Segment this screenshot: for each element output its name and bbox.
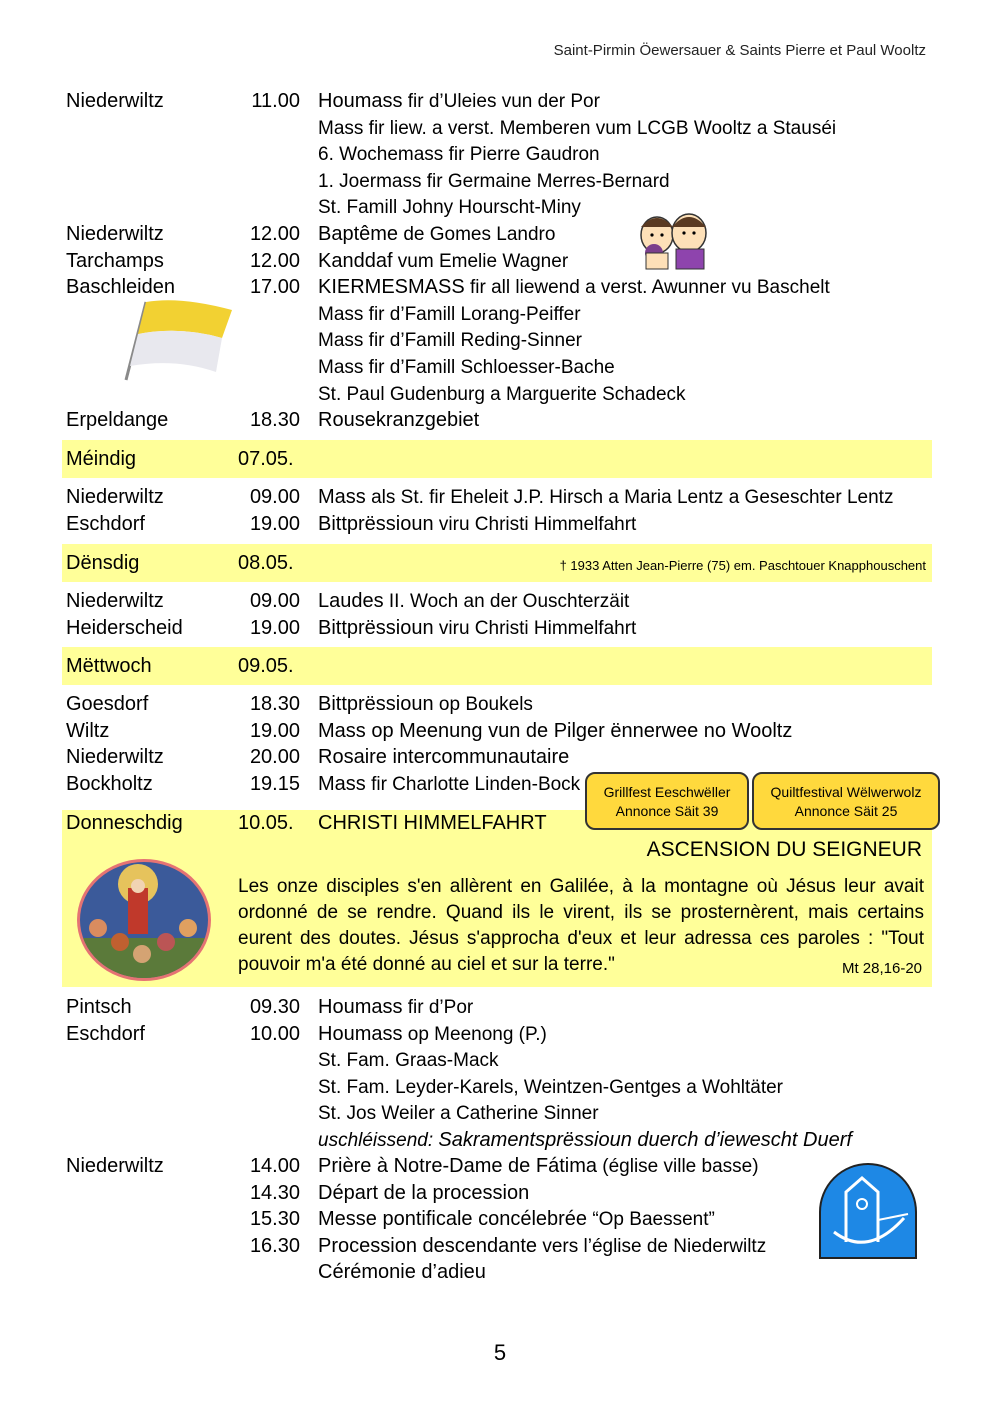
description <box>318 1153 759 1180</box>
papal-flag-icon <box>120 296 238 382</box>
description <box>318 744 569 771</box>
description <box>318 381 686 408</box>
event-detail: fir d’Uleies vun der Por <box>402 91 600 112</box>
time: 11.00 <box>251 90 300 112</box>
event-title: Mass <box>318 772 366 795</box>
description <box>318 1233 766 1260</box>
event-detail: St. Fam. Graas-Mack <box>318 1050 499 1072</box>
location: Tarchamps <box>66 249 164 272</box>
event-detail: fir Charlotte Linden-Bock <box>365 773 581 795</box>
ad-grillfest[interactable] <box>585 772 749 830</box>
pilgrimage-logo-icon <box>812 1162 924 1262</box>
event-detail: 6. Wochemass fir Pierre Gaudron <box>318 144 600 166</box>
location: Pintsch <box>66 996 132 1018</box>
time: 12.00 <box>249 249 300 272</box>
event-detail: Mass fir liew. a verst. Memberen vum LCGB Wooltz a Stauséi <box>318 117 837 139</box>
event-title: Houmass <box>318 1022 403 1045</box>
event-detail: viru Christi Himmelfahrt <box>433 617 637 639</box>
time: 14.00 <box>249 1155 300 1177</box>
procession-note <box>62 1127 932 1154</box>
description <box>318 1074 783 1101</box>
event-detail: viru Christi Himmelfahrt <box>433 513 637 535</box>
schedule-row <box>62 194 932 221</box>
schedule-row <box>62 744 932 771</box>
location: Niederwiltz <box>66 1155 164 1177</box>
children-illustration <box>632 207 714 271</box>
schedule-row <box>62 1180 932 1207</box>
schedule-row <box>62 141 932 168</box>
description <box>318 771 580 798</box>
schedule-row <box>62 691 932 718</box>
description <box>318 194 581 221</box>
gospel-reference: Mt 28,16-20 <box>841 960 922 977</box>
event-title: Départ de la procession <box>318 1181 530 1204</box>
time: 12.00 <box>249 223 300 245</box>
event-title: Houmass <box>318 90 403 112</box>
schedule-row <box>62 588 932 615</box>
note-prefix: uschléissend: <box>318 1130 439 1151</box>
day-name: Méindig <box>66 448 137 470</box>
time: 09.00 <box>249 590 300 612</box>
location: Niederwiltz <box>66 223 164 245</box>
description <box>318 115 836 142</box>
event-detail: St. Fam. Leyder-Karels, Weintzen-Gentges a Wohltäter <box>318 1076 783 1098</box>
gospel-text: Les onze disciples s'en allèrent en Galilée, à la montagne où Jésus leur avait ordonné de se rendre. Quand ils le virent, ils se prosternèrent, mais certains eurent des doutes. Jésus s'approcha d'eux et leur adressa ces paroles : "Tout pouvoir m'a été donné au ciel et sur la terre." <box>238 876 924 975</box>
ad-title: Quiltfestival Wëlwerwolz <box>770 784 922 800</box>
schedule-row <box>62 1233 932 1260</box>
note-text: Sakramentsprëssioun duerch d’iewescht Duerf <box>438 1129 852 1151</box>
location: Niederwiltz <box>66 590 164 612</box>
ad-quiltfestival[interactable] <box>752 772 940 830</box>
event-title: Mass <box>318 486 366 508</box>
ascension-painting <box>76 858 212 982</box>
event-title: Prière à Notre-Dame de Fátima <box>318 1155 597 1177</box>
day-name: Mëttwoch <box>66 655 152 677</box>
time: 16.30 <box>249 1234 300 1257</box>
description <box>318 248 568 275</box>
event-detail: Mass fir d’Famill Schloesser-Bache <box>318 357 615 378</box>
description <box>318 615 636 642</box>
schedule-row <box>62 1047 932 1074</box>
day-date: 10.05. <box>238 812 294 834</box>
description <box>318 1206 715 1233</box>
day-date: 09.05. <box>238 655 294 677</box>
description <box>318 994 473 1021</box>
event-detail: St. Famill Johny Hourscht-Miny <box>318 197 581 219</box>
schedule-row <box>62 615 932 642</box>
schedule-row <box>62 115 932 142</box>
schedule-row <box>62 88 932 115</box>
ascension-block <box>62 810 932 987</box>
event-detail: de Gomes Landro <box>398 224 556 245</box>
schedule-row <box>62 1259 932 1286</box>
time: 09.00 <box>249 486 300 508</box>
schedule-row <box>62 407 932 434</box>
event-title: KIERMESMASS <box>318 276 465 299</box>
event-detail: 1. Joermass fir Germaine Merres-Bernard <box>318 170 670 192</box>
location: Niederwiltz <box>66 486 164 508</box>
time: 15.30 <box>249 1208 300 1231</box>
description <box>318 274 830 301</box>
event-detail: vum Emelie Wagner <box>392 250 569 272</box>
event-detail: St. Jos Weiler a Catherine Sinner <box>318 1103 599 1125</box>
description <box>318 168 670 195</box>
description <box>318 221 555 248</box>
time: 14.30 <box>249 1181 300 1204</box>
event-detail: op Meenong (P.) <box>402 1023 547 1045</box>
location: Goesdorf <box>66 693 149 715</box>
description <box>318 327 582 354</box>
location: Bockholtz <box>66 772 153 795</box>
schedule-row <box>62 248 932 275</box>
location: Heiderscheid <box>66 616 183 639</box>
location: Wiltz <box>66 719 110 742</box>
time: 19.00 <box>249 512 300 535</box>
event-title: Houmass <box>318 996 403 1018</box>
event-title: Kanddaf <box>318 249 393 272</box>
event-detail: vers l’église de Niederwiltz <box>537 1235 767 1257</box>
event-detail: als St. fir Eheleit J.P. Hirsch a Maria Lentz a Geseschter Lentz <box>365 487 894 508</box>
day-date: 07.05. <box>238 448 294 470</box>
event-detail: II. Woch an der Ouschterzäit <box>383 591 630 612</box>
schedule-row <box>62 221 932 248</box>
description <box>318 141 600 168</box>
ad-page: Annonce Säit 39 <box>615 803 719 819</box>
location: Eschdorf <box>66 512 145 535</box>
location: Niederwiltz <box>66 90 164 112</box>
description <box>318 1100 599 1127</box>
schedule-row <box>62 511 932 538</box>
schedule-row <box>62 1021 932 1048</box>
description <box>318 1021 547 1048</box>
location: Niederwiltz <box>66 746 164 769</box>
event-title: Bittprëssioun <box>318 616 434 639</box>
time: 10.00 <box>249 1022 300 1045</box>
ad-page: Annonce Säit 25 <box>794 803 898 819</box>
schedule-row <box>62 381 932 408</box>
schedule-row <box>62 1153 932 1180</box>
schedule-row <box>62 1100 932 1127</box>
description <box>318 354 615 381</box>
page-number: 5 <box>493 1340 507 1365</box>
time: 20.00 <box>249 746 300 769</box>
event-title: Bittprëssioun <box>318 693 434 715</box>
feast-title: CHRISTI HIMMELFAHRT <box>318 812 547 834</box>
time: 18.30 <box>249 409 300 432</box>
page-header: Saint-Pirmin Öewersauer & Saints Pierre et Paul Wooltz <box>553 42 926 59</box>
location: Baschleiden <box>66 276 175 299</box>
day-bar-densdig <box>62 544 932 582</box>
time: 19.15 <box>249 772 300 795</box>
description <box>318 1047 499 1074</box>
event-title: Procession descendante <box>318 1234 538 1257</box>
event-detail: (église ville basse) <box>596 1156 759 1177</box>
event-title: Messe pontificale concélebrée <box>318 1208 588 1231</box>
ad-title: Grillfest Eeschwëller <box>603 784 731 800</box>
event-title: Bittprëssioun <box>318 512 434 535</box>
event-title: Rousekranzgebiet <box>318 409 480 432</box>
description <box>318 1180 529 1207</box>
event-title: Cérémonie d’adieu <box>318 1261 486 1284</box>
event-detail: Mass fir d’Famill Reding-Sinner <box>318 330 582 352</box>
day-name: Donneschdig <box>66 812 183 834</box>
time: 09.30 <box>249 996 300 1018</box>
day-name: Dënsdig <box>66 552 140 574</box>
schedule-row <box>62 718 932 745</box>
location: Erpeldange <box>66 409 169 432</box>
description <box>318 718 792 745</box>
day-date: 08.05. <box>238 552 294 574</box>
schedule-row <box>62 168 932 195</box>
event-title: Rosaire intercommunautaire <box>318 746 570 769</box>
event-detail: fir all liewend a verst. Awunner vu Baschelt <box>464 277 830 299</box>
description <box>318 1259 486 1286</box>
schedule-row <box>62 994 932 1021</box>
schedule-row <box>62 1206 932 1233</box>
event-detail: op Boukels <box>433 694 533 715</box>
description <box>318 691 533 718</box>
event-title: Baptême <box>318 223 399 245</box>
ascension-title: ASCENSION DU SEIGNEUR <box>646 838 922 861</box>
event-detail: “Op Baessent” <box>587 1209 715 1231</box>
description <box>318 511 636 538</box>
description <box>318 301 581 328</box>
event-title: Mass op Meenung vun de Pilger ënnerwee no Wooltz <box>318 719 793 742</box>
description <box>318 407 479 434</box>
description <box>318 88 600 115</box>
event-title: Laudes <box>318 590 384 612</box>
time: 19.00 <box>249 719 300 742</box>
event-detail: St. Paul Gudenburg a Marguerite Schadeck <box>318 383 686 405</box>
schedule-row <box>62 1074 932 1101</box>
description <box>318 588 629 615</box>
day-bar-mettwoch <box>62 647 932 685</box>
time: 19.00 <box>249 616 300 639</box>
event-detail: fir d’Por <box>402 997 474 1018</box>
time: 18.30 <box>249 693 300 715</box>
memorial-note: † 1933 Atten Jean-Pierre (75) em. Paschtouer Knapphouschent <box>559 558 926 573</box>
description <box>318 484 893 511</box>
day-bar-meindig <box>62 440 932 478</box>
time: 17.00 <box>249 276 300 299</box>
event-detail: Mass fir d’Famill Lorang-Peiffer <box>318 303 581 325</box>
schedule-row <box>62 484 932 511</box>
location: Eschdorf <box>66 1022 145 1045</box>
